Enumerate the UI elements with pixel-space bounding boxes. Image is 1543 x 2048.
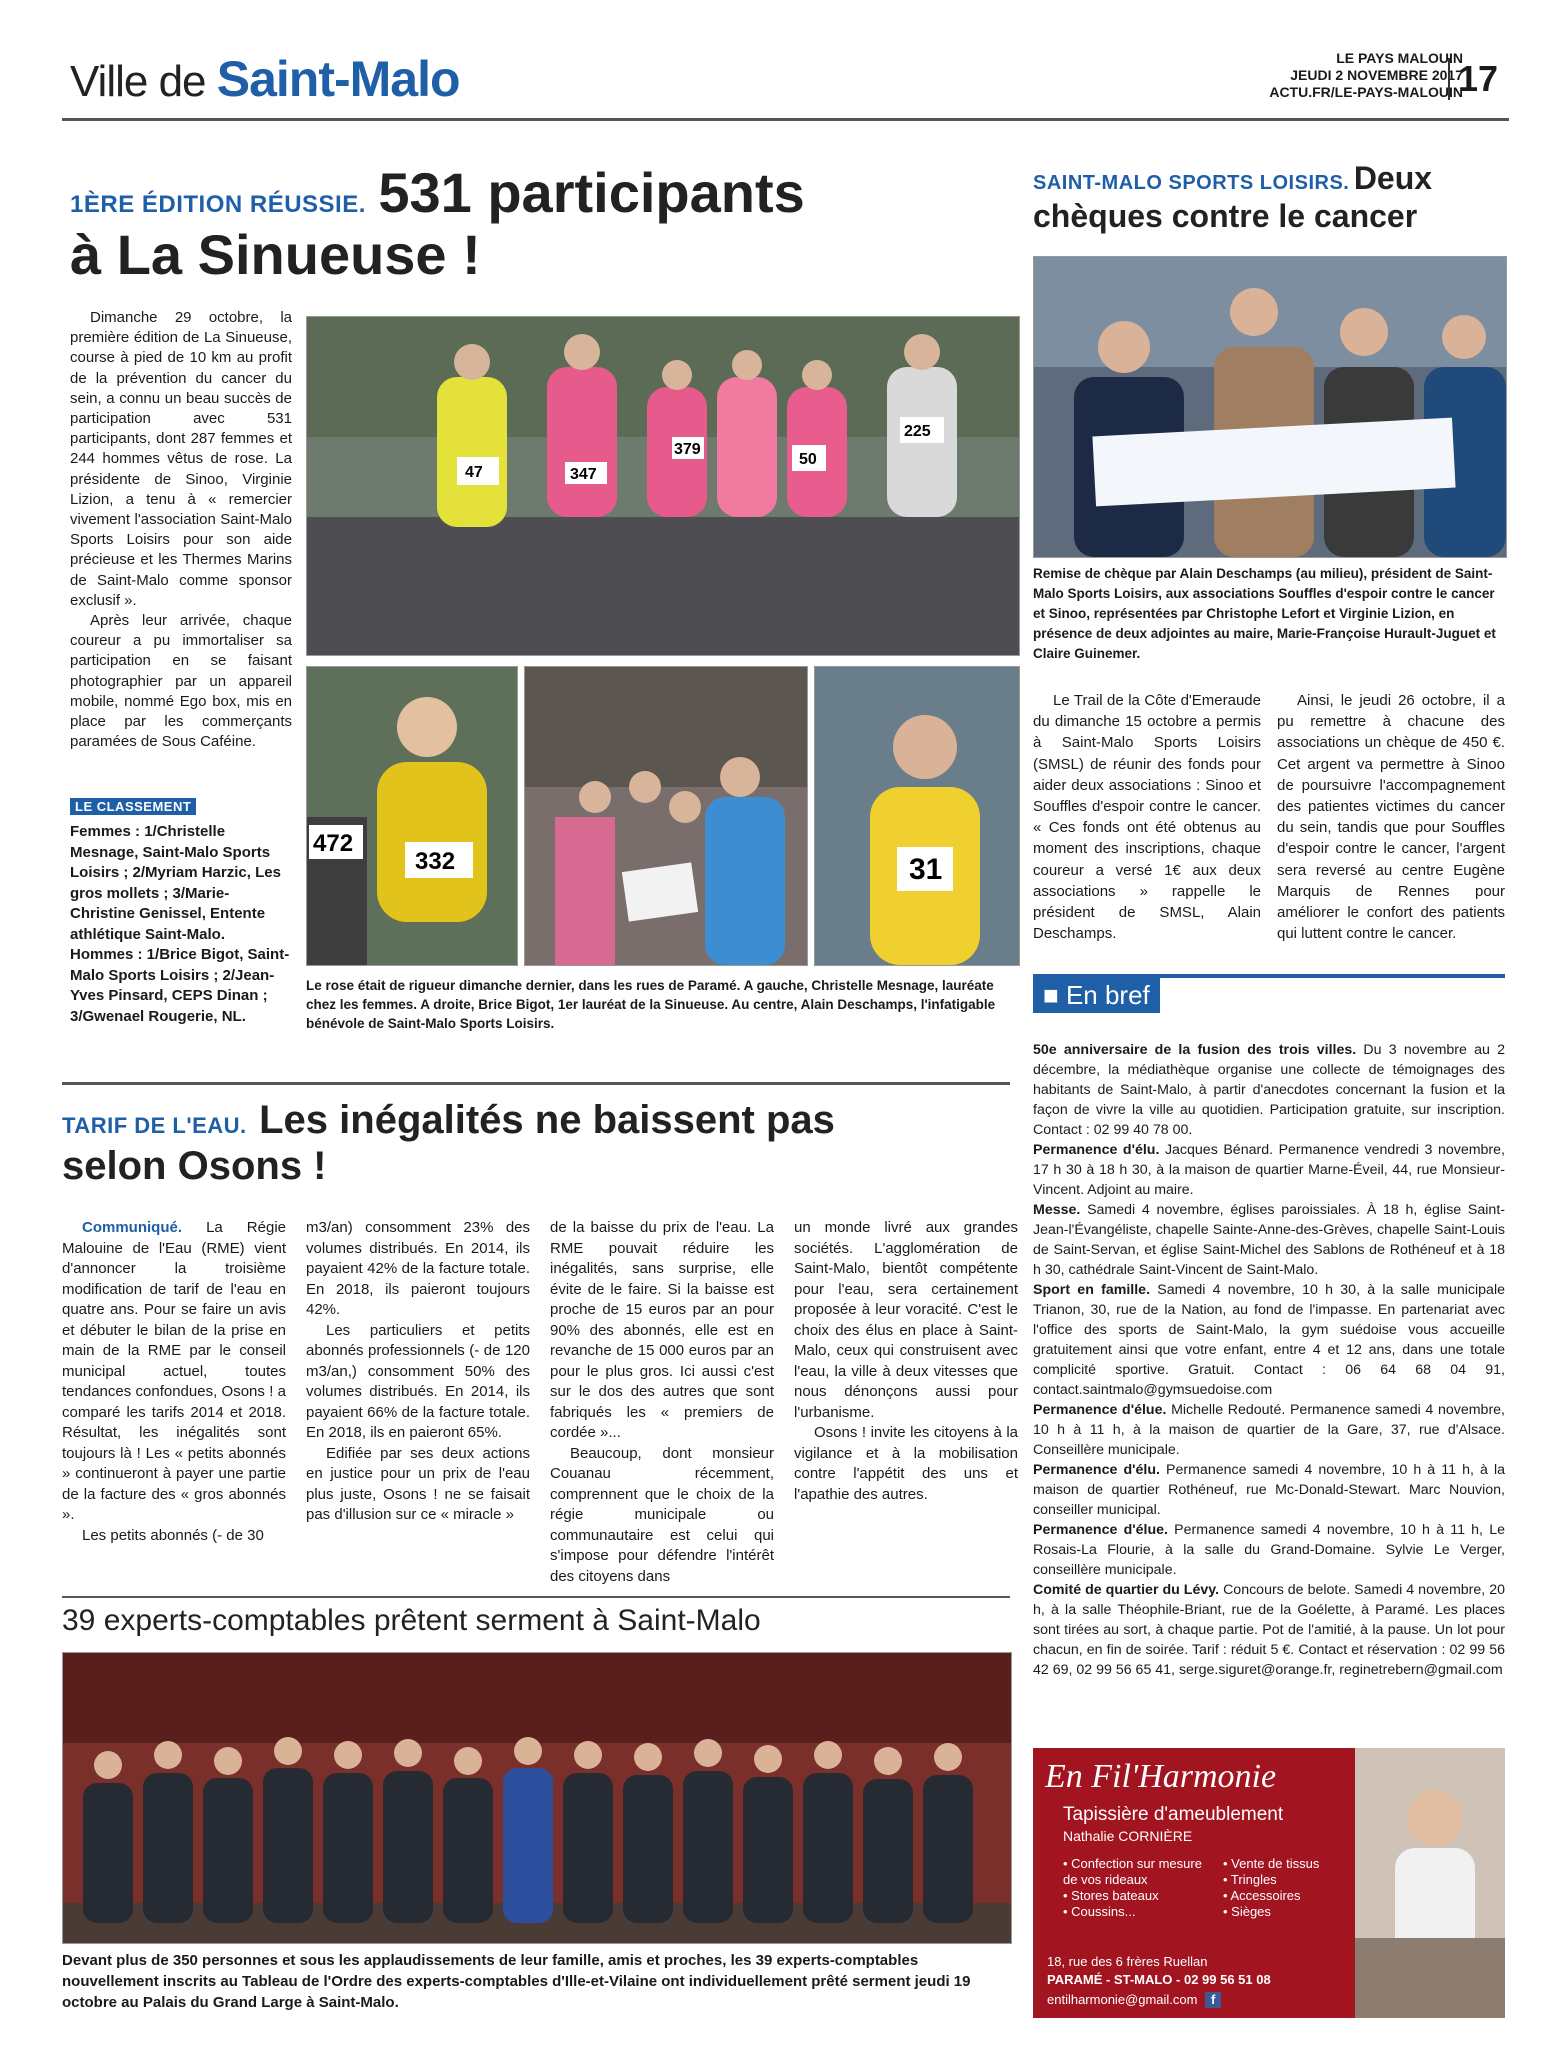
- article3-text: Beaucoup, dont monsieur Couanau récemment, comprennent que le choix de la régie municipale ou communautaire est celui qui s'impose pour défendre l'intérêt des citoyens dans: [550, 1444, 774, 1585]
- article2-paragraph: Ainsi, le jeudi 26 octobre, il a pu remettre à chacune des associations un chèque de 450 €. Cet argent va permettre à Sinoo de poursuivre l'accompagnement des patientes victimes du cancer du sein, tandis que pour Souffles d'espoir contre le cancer, l'argent sera reversé au centre Eugène Marquis de Rennes pour améliorer le confort des patients qui luttent contre le cancer.: [1277, 692, 1505, 943]
- article3-col2: [306, 1218, 530, 1526]
- classement-text: Femmes : 1/Christelle Mesnage, Saint-Malo Sports Loisirs ; 2/Myriam Harzic, Les gros mollets ; 3/Marie-Christine Genissel, Entente athlétique Saint-Malo. Hommes : 1/Brice Bigot, Saint-Malo Sports Loisirs ; 2/Jean-Yves Pinsard, CEPS Dinan ; 3/Gwenael Rougerie, NL.: [70, 823, 290, 1025]
- section-prefix: Ville de: [70, 57, 206, 106]
- article2-title-line1: Deux: [1353, 160, 1433, 196]
- ad-service: • Vente de tissus: [1223, 1856, 1320, 1871]
- brief-item: [1033, 1400, 1505, 1460]
- ad-owner: Nathalie CORNIÈRE: [1063, 1828, 1193, 1844]
- article3-text: La Régie Malouine de l'Eau (RME) vient d'annoncer la troisième modification de tarif de l'eau en quatre ans. Pour se faire un avis et débuter le bilan de la prise en main de la RME par le conseil municipal actuel, toutes tendances confondues, Osons ! a comparé les tarifs 2014 et 2018. Résultat, les inégalités sont toujours là ! Les « petits abonnés » continueront à payer une partie de la facture des « gros abonnés ».: [62, 1219, 286, 1523]
- article1-paragraph: Dimanche 29 octobre, la première édition de La Sinueuse, course à pied de 10 km au profit de la prévention du cancer du sein, a connu un beau succès de participation avec 531 participants, dont 287 femmes et 244 hommes vêtus de rose. La présidente de Sinoo, Virginie Lizion, a tenu à « remercier vivement l'association Saint-Malo Sports Loisirs pour son aide précieuse et les Thermes Marins de Saint-Malo comme sponsor exclusif ».: [70, 309, 292, 609]
- race-photo-volunteer-image: [525, 667, 807, 965]
- ad-subtitle: Tapissière d'ameublement: [1063, 1804, 1284, 1825]
- brief-label-text: En bref: [1065, 980, 1150, 1010]
- experts-group-photo: [62, 1652, 1012, 1944]
- article2-paragraph: Le Trail de la Côte d'Emeraude du dimanche 15 octobre a permis à Saint-Malo Sports Loisirs (SMSL) de réunir des fonds pour aider deux associations : Sinoo et Souffles d'espoir contre le cancer. « Ces fonds ont été obtenus au moment des inscriptions, chaque coureur a versé 1€ aux deux associations » rappelle le président de SMSL, Alain Deschamps.: [1033, 692, 1261, 943]
- brief-item-head: 50e anniversaire de la fusion des trois villes.: [1033, 1042, 1357, 1058]
- article3-text: un monde livré aux grandes sociétés. L'agglomération de Saint-Malo, bientôt compétente pour l'eau, sera certainement proposée à leur voracité. C'est le choix des élus en place à Saint-Malo, ceux qui construisent avec l'eau, la ville à deux vitesses que nous dénonçons aussi pour l'urbanisme.: [794, 1219, 1018, 1421]
- brief-item-text: Permanence samedi 4 novembre, 10 h à 11 h, Le Rosais-La Flourie, à la salle du Grand-Domaine. Sylvie Le Verger, conseillère municipale.: [1033, 1522, 1505, 1578]
- race-photo-main: [306, 316, 1020, 656]
- article3-text: de la baisse du prix de l'eau. La RME pouvait réduire les inégalités, sans surprise, elle évite de le faire. Si la baisse est proche de 15 euros par an pour 90% des abonnés, elle est en revanche de 15 000 euros par an pour le plus gros. Ici aussi c'est sur le dos des autres que sont fabriqués les « premiers de cordée »...: [550, 1219, 774, 1441]
- ad-services-right: [1223, 1856, 1343, 1920]
- ad-photo: [1355, 1748, 1505, 2018]
- article3-text: Les petits abonnés (- de 30: [82, 1526, 264, 1544]
- article1-title-line1: 531 participants: [378, 161, 805, 224]
- ad-email: entilharmonie@gmail.com: [1047, 1992, 1198, 2007]
- article1-caption: Le rose était de rigueur dimanche dernier, dans les rues de Paramé. A gauche, Christelle Mesnage, lauréate chez les femmes. A droite, Brice Bigot, 1er lauréat de la Sinueuse. Au centre, Alain Deschamps, l'infatigable bénévole de Saint-Malo Sports Loisirs.: [306, 978, 996, 1031]
- brief-item: [1033, 1040, 1505, 1140]
- article3-text: m3/an) consomment 23% des volumes distribués. En 2014, ils payaient 42% de la facture totale. En 2018, ils paieront toujours 42%.: [306, 1219, 530, 1318]
- brief-item-text: Michelle Redouté. Permanence samedi 4 novembre, 10 h à 11 h, à la maison de quartier de la Gare, 37, rue d'Alsace. Conseillère municipale.: [1033, 1402, 1505, 1458]
- article3-col3: [550, 1218, 774, 1587]
- brief-item: [1033, 1280, 1505, 1400]
- brief-label: ■ En bref: [1033, 978, 1160, 1013]
- facebook-icon: f: [1205, 1992, 1221, 2008]
- brief-item-text: Samedi 4 novembre, églises paroissiales. À 18 h, église Saint-Jean-l'Évangéliste, chapelle Sainte-Anne-des-Grèves, chapelle Saint-Louis de Saint-Servan, et église Saint-Michel des Sablons de Rothéneuf et à 18 h 30, cathédrale Saint-Vincent de Saint-Malo.: [1033, 1202, 1505, 1278]
- brief-item: [1033, 1580, 1505, 1680]
- page-number: 17: [1448, 58, 1498, 100]
- brief-item-text: Samedi 4 novembre, 10 h 30, à la salle municipale Trianon, 30, rue de la Nation, au fond de l'impasse. En partenariat avec l'office des sports de Saint-Malo, la gym suédoise vous accueille gratuitement ainsi que votre enfant, entre 4 et 12 ans, dans une totale complicité sportive. Gratuit. Contact : 06 64 68 04 91, contact.saintmalo@gymsuedoise.com: [1033, 1282, 1505, 1398]
- brief-item-head: Permanence d'élu.: [1033, 1462, 1160, 1478]
- ad-service: • Confection sur mesure de vos rideaux: [1063, 1856, 1202, 1887]
- article2-kicker: SAINT-MALO SPORTS LOISIRS.: [1033, 172, 1350, 194]
- classement-box: [70, 798, 292, 1027]
- bib-number: 347: [570, 466, 597, 483]
- brief-item: [1033, 1520, 1505, 1580]
- brief-item: [1033, 1140, 1505, 1200]
- brief-item-head: Sport en famille.: [1033, 1282, 1151, 1298]
- article3-title-line1: Les inégalités ne baissent pas: [259, 1098, 835, 1142]
- article2-title-line2: chèques contre le cancer: [1033, 198, 1418, 234]
- cheque-photo-image: [1034, 257, 1506, 557]
- article3-text: Les particuliers et petits abonnés professionnels (- de 120 m3/an,) consomment 50% des volumes distribués. En 2014, ils payaient 66% de la facture totale. En 2018, ils en paieront 65%.: [306, 1321, 530, 1441]
- race-photo-man: [814, 666, 1020, 966]
- article3-col1: [62, 1218, 286, 1546]
- section-title: [70, 50, 460, 108]
- article3-title-line2: selon Osons !: [62, 1144, 327, 1188]
- ad-service: • Coussins...: [1063, 1904, 1136, 1919]
- article1-paragraph: Après leur arrivée, chaque coureur a pu immortaliser sa participation en se faisant photographier par un appareil mobile, nommé Ego box, mis en place par les commerçants paramées de Sous Caféine.: [70, 612, 292, 751]
- article1-title-line2: à La Sinueuse !: [70, 223, 481, 286]
- brief-item-head: Messe.: [1033, 1202, 1081, 1218]
- article1-text: [70, 308, 292, 752]
- issue-date: JEUDI 2 NOVEMBRE 2017: [1290, 67, 1463, 83]
- article3-rule: [62, 1082, 1010, 1085]
- article2-col1: [1033, 690, 1261, 944]
- ad-brand: En Fil'Harmonie: [1045, 1758, 1277, 1795]
- article2-caption: Remise de chèque par Alain Deschamps (au milieu), président de Saint-Malo Sports Loisirs, aux associations Souffles d'espoir contre le cancer et Sinoo, représentées par Christophe Lefort et Virginie Lizion, en présence de deux adjointes au maire, Marie-Françoise Hurault-Juguet et Claire Guinemer.: [1033, 566, 1496, 661]
- section-city: Saint-Malo: [216, 51, 460, 107]
- classement-label: LE CLASSEMENT: [70, 798, 196, 815]
- ad-box: [1033, 1748, 1505, 2018]
- brief-item-text: Concours de belote. Samedi 4 novembre, 20 h, à la salle Théophile-Briant, rue de la Goélette, à Paramé. Les places sont tirées au sort, à chaque partie. Pot de l'amitié, à la pause. Un lot pour chacun, en fin de soirée. Tarif : réduit 5 €. Contact et réservation : 02 99 56 42 69, 02 99 56 65 41, serge.siguret@orange.fr, reginetrebern@gmail.com: [1033, 1582, 1505, 1678]
- brief-item-text: Du 3 novembre au 2 décembre, la médiathèque organise une collecte de témoignages des habitants de Saint-Malo, à partir d'anecdotes concernant la fusion et la façon de vivre la ville au quotidien. Participation gratuite, sur inscription. Contact : 02 99 40 78 00.: [1033, 1042, 1505, 1138]
- website: ACTU.FR/LE-PAYS-MALOUIN: [1269, 84, 1463, 100]
- ad-email-row: [1047, 1992, 1221, 2008]
- article1-headline: [70, 160, 1000, 285]
- article4-rule: [62, 1596, 1010, 1598]
- ad-services-left: [1063, 1856, 1213, 1920]
- bib-number: 225: [904, 423, 931, 440]
- article3-headline: [62, 1098, 1022, 1189]
- bib-number: 47: [465, 464, 483, 481]
- race-photo-woman: [306, 666, 518, 966]
- article1-kicker: 1ÈRE ÉDITION RÉUSSIE.: [70, 191, 366, 218]
- brief-item-text: Permanence samedi 4 novembre, 10 h à 11 h, à la maison de quartier Rothéneuf, rue Mc-Donald-Stewart. Marc Nouvion, conseiller municipal.: [1033, 1462, 1505, 1518]
- ad-address: 18, rue des 6 frères Ruellan: [1047, 1954, 1208, 1969]
- brief-item-text: Jacques Bénard. Permanence vendredi 3 novembre, 17 h 30 à 18 h 30, à la maison de quartier Marne-Éveil, 44, rue Monsieur-Vincent. Adjoint au maire.: [1033, 1142, 1505, 1198]
- race-photo-main-image: [307, 317, 1019, 655]
- bib-number: 50: [799, 451, 817, 468]
- ad-phone: PARAMÉ - ST-MALO - 02 99 56 51 08: [1047, 1972, 1271, 1987]
- header-rule: [62, 118, 1509, 121]
- paper-name: LE PAYS MALOUIN: [1336, 50, 1463, 66]
- brief-item-head: Permanence d'élu.: [1033, 1142, 1160, 1158]
- article3-col4: [794, 1218, 1018, 1505]
- article3-text: Osons ! invite les citoyens à la vigilance et à la mobilisation contre l'appétit des uns et l'apathie des autres.: [794, 1424, 1018, 1503]
- article3-text: Edifiée par ses deux actions en justice pour un prix de l'eau plus juste, Osons ! ne se faisait pas d'illusion sur ce « miracle »: [306, 1444, 530, 1523]
- bib-number: 31: [909, 853, 943, 886]
- bib-number: 332: [415, 848, 456, 875]
- article3-lead: Communiqué.: [82, 1219, 182, 1236]
- brief-item-head: Comité de quartier du Lévy.: [1033, 1582, 1220, 1598]
- article4-title: 39 experts-comptables prêtent serment à Saint-Malo: [62, 1604, 761, 1637]
- brief-list: [1033, 1040, 1505, 1680]
- race-photo-woman-image: [307, 667, 517, 965]
- bib-number: 379: [674, 441, 701, 458]
- bib-number: 472: [313, 830, 354, 857]
- ad-photo-image: [1355, 1748, 1505, 2018]
- ad-service: • Stores bateaux: [1063, 1888, 1159, 1903]
- header-meta: [1269, 50, 1463, 101]
- article2-headline: [1033, 160, 1513, 235]
- article3-kicker: TARIF DE L'EAU.: [62, 1113, 247, 1138]
- ad-service: • Tringles: [1223, 1872, 1277, 1887]
- brief-item-head: Permanence d'élue.: [1033, 1522, 1168, 1538]
- ad-service: • Accessoires: [1223, 1888, 1301, 1903]
- article2-col2: [1277, 690, 1505, 944]
- brief-item: [1033, 1460, 1505, 1520]
- cheque-photo: [1033, 256, 1507, 558]
- ad-service: • Sièges: [1223, 1904, 1271, 1919]
- article4-caption: Devant plus de 350 personnes et sous les applaudissements de leur famille, amis et proches, les 39 experts-comptables nouvellement inscrits au Tableau de l'Ordre des experts-comptables d'Ille-et-Vilaine ont individuellement prêté serment jeudi 19 octobre au Palais du Grand Large à Saint-Malo.: [62, 1952, 971, 2011]
- race-photo-man-image: [815, 667, 1019, 965]
- brief-item-head: Permanence d'élue.: [1033, 1402, 1167, 1418]
- experts-group-photo-image: [63, 1653, 1011, 1943]
- brief-item: [1033, 1200, 1505, 1280]
- race-photo-volunteer: [524, 666, 808, 966]
